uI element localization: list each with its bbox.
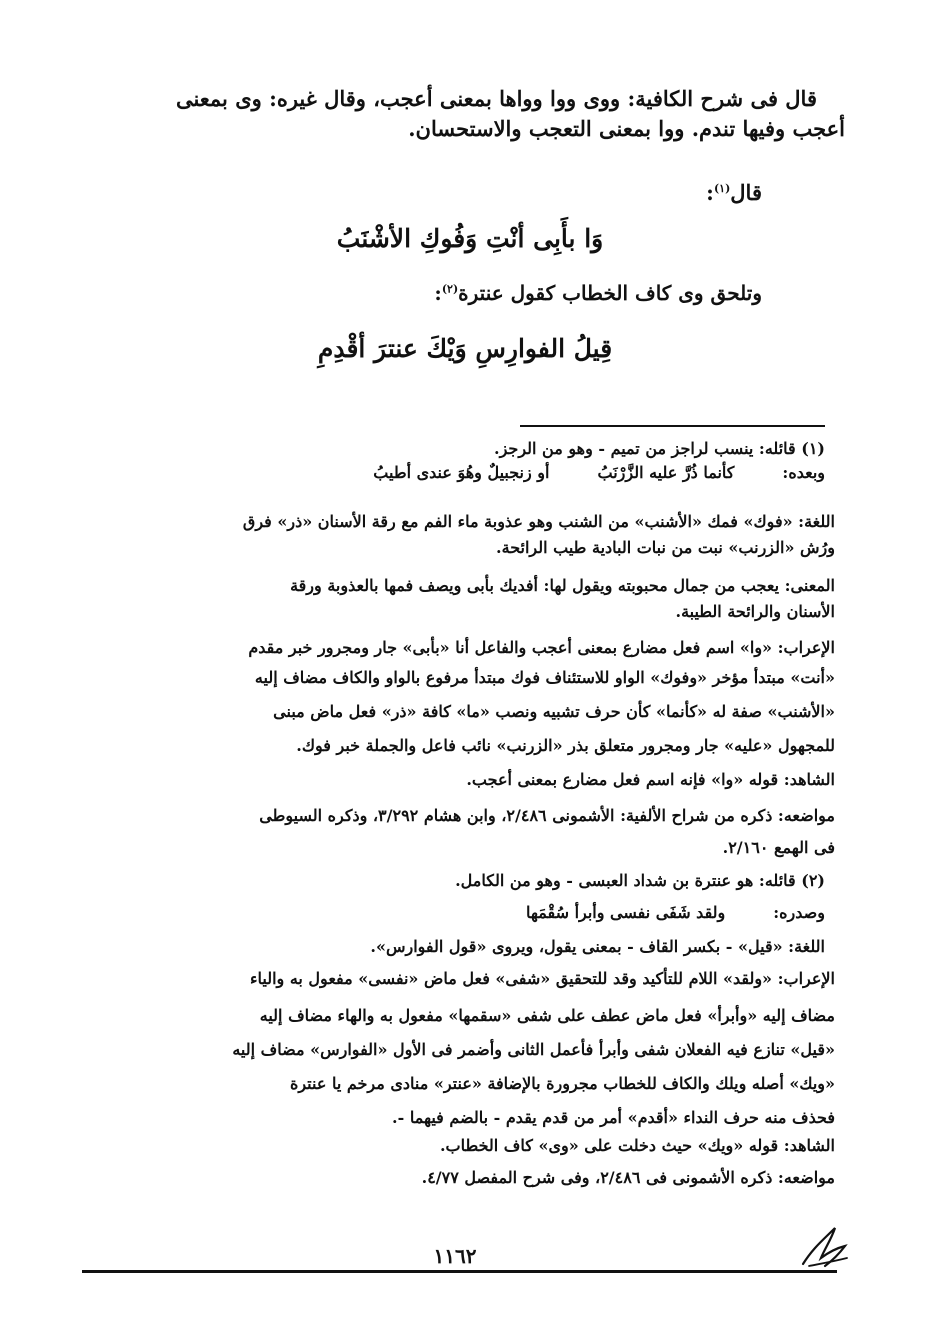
footnote-continuation: «قيل» تنازع فيه الفعلان شفى وأبرأ فأعمل الثانى وأضمر فى الأول «الفوارس» مضاف إليه	[232, 1040, 835, 1059]
footnote-ref: (٢)	[441, 282, 459, 296]
footnote-line	[78, 574, 835, 598]
footnote-continuation: ورُش «الزرنب» نبت من نبات البادية طيب الرائحة.	[496, 538, 835, 557]
qal-heading: قال$^{(١)}$:	[706, 180, 762, 205]
footnote-label: الإعراب:	[777, 969, 835, 988]
footnote-line	[78, 1134, 835, 1158]
footnote-text: «ولقد» اللام للتأكيد وقد للتحقيق «شفى» فعل ماض «نفسى» مفعول به والياء	[249, 969, 773, 988]
footnote-continuation: فى الهمع ٢/١٦٠.	[722, 838, 835, 857]
footnote-label: مواضعه:	[777, 1168, 835, 1187]
footnote-continuation: فحذف منه حرف النداء «أقدم» أمر من قدم يقدم - بالضم فيهما -.	[392, 1108, 835, 1127]
handwritten-mark-icon	[795, 1218, 855, 1273]
qal-text: قال	[730, 180, 762, 205]
footnote-line	[78, 768, 835, 792]
footnote-label: مواضعه:	[777, 806, 835, 825]
footnote-continuation: «ويك» أصله ويلك والكاف للخطاب مجرورة بالإضافة «عنتر» منادى مرخم يا عنترة	[289, 1074, 835, 1093]
bottom-rule	[82, 1270, 837, 1273]
footnote-label: الإعراب:	[777, 638, 835, 657]
footnote-continuation: «أنت» مبتدأ مؤخر «وفوك» الواو للاستئناف فوك مبتدأ مرفوع بالواو والكاف مضاف إليه	[254, 668, 835, 687]
footnote-label: (٢) قائله:	[758, 871, 825, 890]
footnote-line	[78, 636, 835, 660]
footnote-continuation: الأسنان والرائحة الطيبة.	[675, 602, 835, 621]
footnote-line	[78, 869, 825, 893]
hemistich: ولقد شَفَى نفسى وأبرأ سُقْمَها	[526, 903, 726, 922]
main-paragraph	[75, 84, 845, 144]
verse-line: وَا بأَبِى أنْتِ وَفُوكِ الأشْنَبُ	[336, 224, 604, 253]
footnote-text: «قيل» - بكسر القاف - بمعنى يقول، ويروى «قول الفوارس».	[370, 937, 783, 956]
attach-line: وتلحق وى كاف الخطاب كقول عنترة$^{(٢)}$:	[434, 281, 762, 305]
footnote-label: اللغة:	[798, 512, 835, 531]
footnote-line	[78, 804, 835, 828]
footnote-text: قوله «ويك» حيث دخلت على «وى» كاف الخطاب.	[439, 1136, 779, 1155]
footnote-text: «وا» اسم فعل مضارع بمعنى أعجب والفاعل أنا «بأبى» جار ومجرور خبر مقدم	[248, 638, 773, 657]
footnote-continuation: مضاف إليه «وأبرأ» فعل ماض عطف على شفى «سقمها» مفعول به والهاء مضاف إليه	[259, 1006, 835, 1025]
footnote-label: الشاهد:	[783, 770, 835, 789]
footnote-text: قوله «وا» فإنه اسم فعل مضارع بمعنى أعجب.	[466, 770, 779, 789]
verse-line: قِيلُ الفوارِسِ وَيْكَ عنترَ أقْدِمِ	[317, 334, 613, 363]
footnote-separator	[520, 425, 825, 427]
footnote-label: وصدره:	[773, 903, 825, 922]
main-paragraph-line: قال فى شرح الكافية: ووى ووا وواها بمعنى أعجب، وقال غيره: وى بمعنى	[175, 86, 817, 111]
footnote-text: ذكره من شراح الألفية: الأشمونى ٢/٤٨٦، وابن هشام ٣/٢٩٢، وذكره السيوطى	[259, 806, 773, 825]
page-number: ١١٦٢	[433, 1244, 477, 1268]
footnote-label: اللغة:	[788, 937, 825, 956]
footnote-line	[78, 437, 825, 461]
footnote-ref: (١)	[713, 182, 731, 195]
footnote-label: (١) قائله:	[758, 439, 825, 458]
footnote-text: ينسب لراجز من تميم - وهو من الرجز.	[494, 439, 754, 458]
hemistich: كأنما ذُرَّ عليه الزَّرْنَبُ	[597, 463, 735, 482]
footnote-continuation: «الأشنب» صفة له «كأنما» كأن حرف تشبيه ونصب «ما» كافة «ذر» فعل ماض مبنى	[273, 702, 835, 721]
footnote-label: المعنى:	[784, 576, 835, 595]
footnote-text: هو عنترة بن شداد العبسى - وهو من الكامل.	[455, 871, 754, 890]
footnote-line	[78, 510, 835, 534]
footnote-line	[78, 967, 835, 991]
footnote-continuation: للمجهول «عليه» جار ومجرور متعلق بذر «الزرنب» نائب فاعل والجملة خبر فوك.	[296, 736, 835, 755]
footnote-text: «فوك» فمك «الأشنب» من الشنب وهو عذوبة ماء الفم مع رقة الأسنان «ذر» فرق	[242, 512, 793, 531]
footnote-line	[78, 935, 825, 959]
hemistich: أو زنجبيلٌ وهُوَ عندى أطيبُ	[373, 463, 550, 482]
footnote-line	[78, 1166, 835, 1190]
footnote-poem-line	[78, 901, 825, 925]
footnote-text: ذكره الأشمونى فى ٢/٤٨٦، وفى شرح المفصل ٤/٧٧.	[421, 1168, 773, 1187]
main-paragraph-line: أعجب وفيها تندم. ووا بمعنى التعجب والاستحسان.	[408, 116, 845, 141]
attach-text: وتلحق وى كاف الخطاب كقول عنترة	[458, 281, 762, 305]
footnote-poem-line	[78, 461, 825, 485]
footnote-label: وبعده:	[782, 463, 825, 482]
footnote-text: يعجب من جمال محبوبته ويقول لها: أفديك بأبى ويصف فمها بالعذوبة ورقة	[290, 576, 780, 595]
footnote-label: الشاهد:	[783, 1136, 835, 1155]
